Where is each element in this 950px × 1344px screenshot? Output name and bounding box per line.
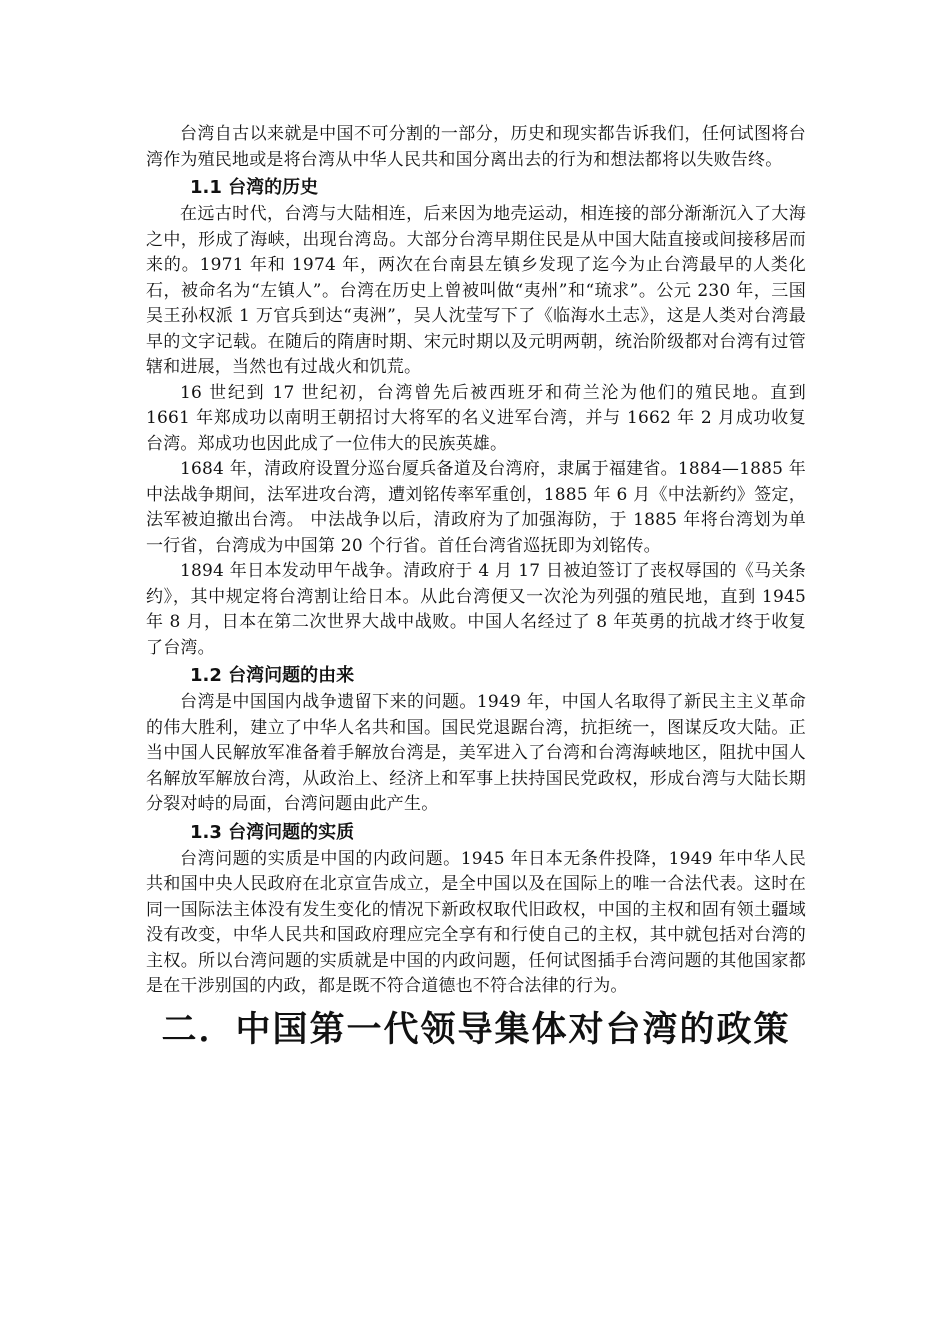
section-heading-origin: 1.2 台湾问题的由来 <box>190 665 355 686</box>
section-heading-essence: 1.3 台湾问题的实质 <box>190 821 355 843</box>
history-paragraph-2: 16 世纪到 17 世纪初，台湾曾先后被西班牙和荷兰沦为他们的殖民地。直到 1661 年郑成功以南明王朝招讨大将军的名义进军台湾，并与 1662 年 2 月成功收复台湾。郑成功也因此成了一位伟大的民族英雄。 <box>146 382 806 454</box>
chapter-heading: 二．中国第一代领导集体对台湾的政策 <box>161 1009 791 1050</box>
origin-paragraph: 台湾是中国国内战争遗留下来的问题。1949 年，中国人名取得了新民主主义革命的伟大胜利，建立了中华人名共和国。国民党退踞台湾，抗拒统一，图谋反攻大陆。正当中国人民解放军准备着手解放台湾是，美军进入了台湾和台湾海峡地区，阻扰中国人名解放军解放台湾，从政治上、经济上和军事上扶持国民党政权，形成台湾与大陆长期分裂对峙的局面，台湾问题由此产生。 <box>146 692 806 814</box>
section-heading-history: 1.1 台湾的历史 <box>190 177 319 198</box>
history-paragraph-1: 在远古时代，台湾与大陆相连，后来因为地壳运动，相连接的部分渐渐沉入了大海之中，形成了海峡，出现台湾岛。大部分台湾早期住民是从中国大陆直接或间接移居而来的。1971 年和 1974 年，两次在台南县左镇乡发现了迄今为止台湾最早的人类化石，被命名为“左镇人”。台湾在历史上曾被叫做“夷州”和“琉求”。公元 230 年，三国吴王孙权派 1 万官兵到达“夷洲”，吴人沈莹写下了《临海水土志》，这是人类对台湾最早的文字记载。在随后的隋唐时期、宋元时期以及元明两朝，统治阶级都对台湾有过管辖和进展，当然也有过战火和饥荒。 <box>146 204 806 377</box>
history-paragraph-3: 1684 年，清政府设置分巡台厦兵备道及台湾府，隶属于福建省。1884—1885 年中法战争期间，法军进攻台湾，遭刘铭传率军重创，1885 年 6 月《中法新约》签定，法军被迫撤出台湾。 中法战争以后，清政府为了加强海防，于 1885 年将台湾划为单一行省，台湾成为中国第 20 个行省。首任台湾省巡抚即为刘铭传。 <box>146 459 806 556</box>
document-page <box>146 122 806 1054</box>
essence-paragraph: 台湾问题的实质是中国的内政问题。1945 年日本无条件投降，1949 年中华人民共和国中央人民政府在北京宣告成立，是全中国以及在国际上的唯一合法代表。这时在同一国际法主体没有发生变化的情况下新政权取代旧政权，中国的主权和固有领土疆域没有改变，中华人民共和国政府理应完全享有和行使自己的主权，其中就包括对台湾的主权。所以台湾问题的实质就是中国的内政问题，任何试图插手台湾问题的其他国家都是在干涉别国的内政，都是既不符合道德也不符合法律的行为。 <box>146 848 806 996</box>
intro-paragraph: 台湾自古以来就是中国不可分割的一部分，历史和现实都告诉我们，任何试图将台湾作为殖民地或是将台湾从中华人民共和国分离出去的行为和想法都将以失败告终。 <box>146 124 806 170</box>
history-paragraph-4: 1894 年日本发动甲午战争。清政府于 4 月 17 日被迫签订了丧权辱国的《马关条约》，其中规定将台湾割让给日本。从此台湾便又一次沦为列强的殖民地，直到 1945 年 8 月，日本在第二次世界大战中战败。中国人名经过了 8 年英勇的抗战才终于收复了台湾。 <box>146 561 806 658</box>
